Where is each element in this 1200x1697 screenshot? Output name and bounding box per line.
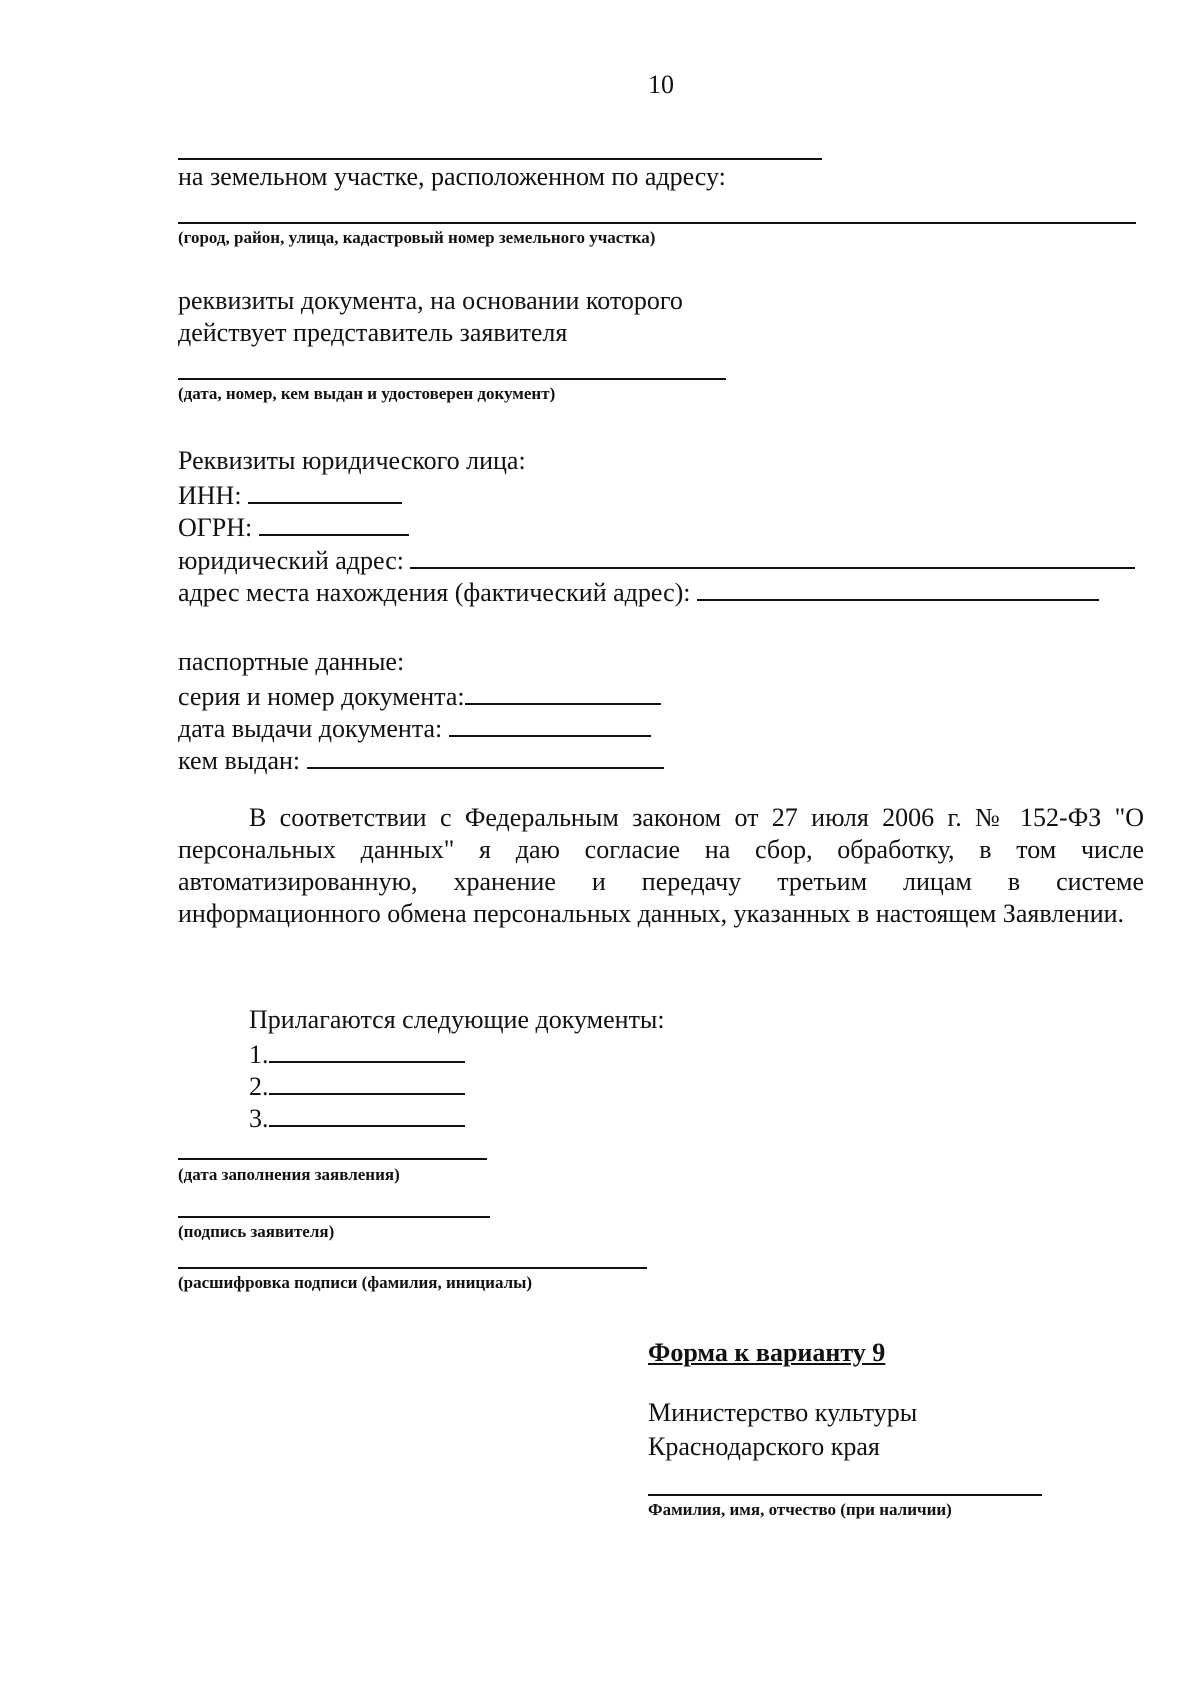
ogrn-field[interactable] [259, 510, 409, 536]
recipient-line1: Министерство культуры [648, 1398, 918, 1427]
attachment-item [249, 1069, 465, 1102]
address-blank-line[interactable] [178, 222, 1136, 224]
passport-series-label: серия и номер документа: [178, 682, 465, 711]
attachments-heading: Прилагаются следующие документы: [249, 1005, 665, 1034]
representative-caption: (дата, номер, кем выдан и удостоверен документ) [178, 384, 556, 403]
attachment-number: 2. [249, 1072, 269, 1101]
inn-field[interactable] [248, 478, 402, 504]
date-blank-line[interactable] [178, 1158, 487, 1160]
ogrn-label: ОГРН: [178, 513, 253, 542]
passport-series-row [178, 679, 661, 712]
ogrn-row [178, 510, 409, 543]
passport-issue-date-label: дата выдачи документа: [178, 714, 443, 743]
actual-address-row [178, 575, 1099, 608]
passport-issue-date-field[interactable] [449, 711, 651, 737]
legal-address-row [178, 543, 1135, 576]
attachment-field[interactable] [269, 1037, 465, 1063]
form-variant-title: Форма к варианту 9 [648, 1338, 886, 1367]
representative-blank-line[interactable] [178, 378, 726, 380]
date-caption: (дата заполнения заявления) [178, 1165, 400, 1184]
name-blank-line[interactable] [648, 1494, 1042, 1496]
attachment-number: 1. [249, 1040, 269, 1069]
decode-caption: (расшифровка подписи (фамилия, инициалы) [178, 1273, 533, 1292]
attachment-field[interactable] [269, 1101, 465, 1127]
attachment-item [249, 1101, 465, 1134]
decode-blank-line[interactable] [178, 1267, 647, 1269]
recipient-line2: Краснодарского края [648, 1432, 880, 1461]
passport-issued-by-field[interactable] [307, 743, 664, 769]
passport-heading: паспортные данные: [178, 647, 405, 676]
actual-address-field[interactable] [697, 575, 1099, 601]
legal-address-label: юридический адрес: [178, 546, 404, 575]
passport-issued-by-row [178, 743, 664, 776]
inn-row [178, 478, 402, 511]
passport-series-field[interactable] [465, 679, 661, 705]
page-number: 10 [648, 70, 674, 99]
sign-caption: (подпись заявителя) [178, 1222, 335, 1241]
name-caption: Фамилия, имя, отчество (при наличии) [648, 1500, 952, 1519]
attachment-number: 3. [249, 1104, 269, 1133]
passport-issued-by-label: кем выдан: [178, 746, 301, 775]
blank-line[interactable] [178, 158, 822, 160]
address-label: на земельном участке, расположенном по адресу: [178, 162, 726, 191]
sign-blank-line[interactable] [178, 1216, 490, 1218]
passport-issue-date-row [178, 711, 651, 744]
attachment-item [249, 1037, 465, 1070]
actual-address-label: адрес места нахождения (фактический адрес): [178, 578, 691, 607]
representative-line1: реквизиты документа, на основании которого [178, 286, 683, 315]
attachment-field[interactable] [269, 1069, 465, 1095]
address-caption: (город, район, улица, кадастровый номер земельного участка) [178, 228, 656, 247]
representative-line2: действует представитель заявителя [178, 318, 568, 347]
legal-entity-heading: Реквизиты юридического лица: [178, 446, 526, 475]
consent-paragraph: В соответствии с Федеральным законом от 27 июля 2006 г. № 152-ФЗ "О персональных данных" я даю согласие на сбор, обработку, в том числе автоматизированную, хранение и передачу третьим лицам в системе информационного обмена персональных данных, указанных в настоящем Заявлении. [178, 803, 1144, 928]
inn-label: ИНН: [178, 481, 242, 510]
legal-address-field[interactable] [410, 543, 1135, 569]
